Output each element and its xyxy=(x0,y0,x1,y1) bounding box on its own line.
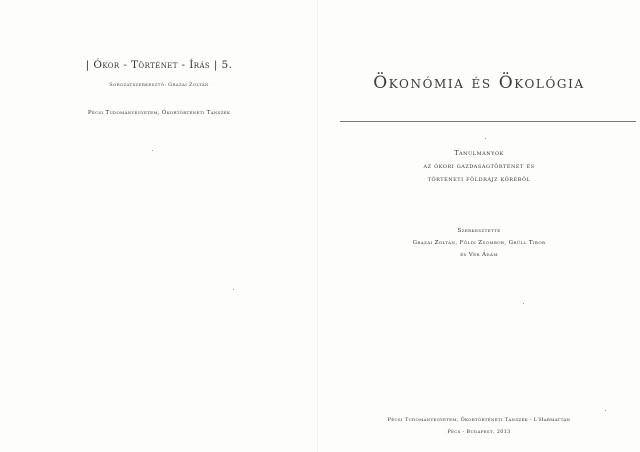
imprint-place-year: Pécs - Budapest, 2013 xyxy=(447,429,511,435)
editors-line-1: Grazai Zoltán, Földi Zsombor, Grüll Tibor xyxy=(412,240,546,246)
book-title: Ökonómia és Ökológia xyxy=(373,73,585,93)
editors-line-2: és Vér Ádám xyxy=(460,252,498,258)
series-title: | Ókor - Történet - Írás | 5. xyxy=(85,59,233,71)
series-editor: Sorozatszerkesztő: Grazai Zoltán xyxy=(109,82,209,88)
scan-speck xyxy=(523,303,524,304)
imprint-publisher: Pécsi Tudományegyetem, Ókortörténeti Tanszék - L'Harmattan xyxy=(387,417,571,423)
series-publisher: Pécsi Tudományegyetem, Ókortörténeti Tanszék xyxy=(87,110,231,116)
subtitle-line-3: történeti földrajz köréből xyxy=(427,175,531,183)
subtitle-line-2: az ókori gazdaságtörténet és xyxy=(423,162,535,170)
title-rule xyxy=(340,121,636,122)
subtitle-line-1: Tanulmányok xyxy=(454,149,504,157)
right-page xyxy=(318,0,640,452)
scan-speck xyxy=(485,138,486,139)
scan-speck xyxy=(152,150,153,151)
scan-speck xyxy=(233,289,234,290)
scan-speck xyxy=(605,410,606,411)
left-page xyxy=(0,0,318,452)
editors-label: Szerkesztette xyxy=(457,228,501,234)
